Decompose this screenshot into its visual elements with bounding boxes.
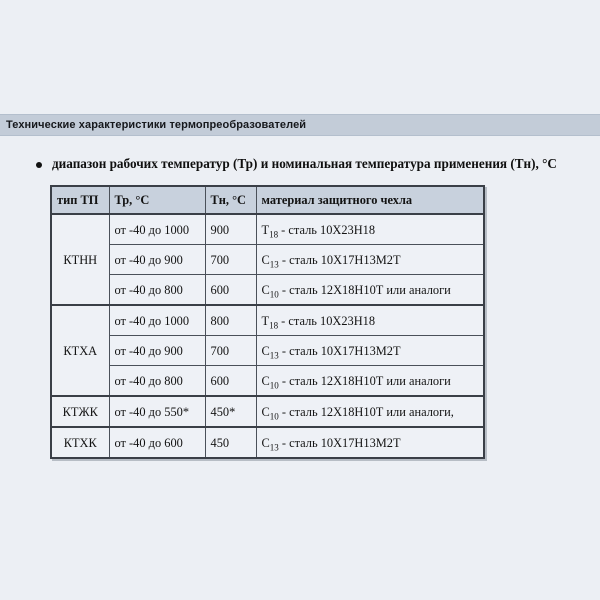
material-symbol: С <box>261 404 270 419</box>
material-text: - сталь 10Х17Н13М2Т <box>278 435 401 450</box>
bullet-list-item <box>0 156 600 172</box>
cell-operating-range: от -40 до 600 <box>109 427 205 458</box>
material-text: - сталь 12Х18Н10Т или аналоги <box>278 373 451 388</box>
material-subscript: 10 <box>269 410 279 421</box>
material-symbol: С <box>261 252 270 267</box>
table-row <box>51 245 484 275</box>
material-text: - сталь 10Х17Н13М2Т <box>278 252 401 267</box>
cell-type: КТХК <box>51 427 109 458</box>
table-body <box>51 214 484 458</box>
cell-nominal-temp: 800 <box>205 305 256 336</box>
material-subscript: 13 <box>269 441 279 452</box>
cell-nominal-temp: 700 <box>205 336 256 366</box>
material-subscript: 10 <box>269 379 279 390</box>
table-header <box>51 186 484 214</box>
cell-sheath-material <box>256 366 484 397</box>
table-row <box>51 366 484 397</box>
material-text: - сталь 12Х18Н10Т или аналоги, <box>278 404 454 419</box>
material-subscript: 13 <box>269 258 279 269</box>
material-symbol: С <box>261 435 270 450</box>
cell-nominal-temp: 600 <box>205 366 256 397</box>
cell-operating-range: от -40 до 550* <box>109 396 205 427</box>
cell-sheath-material <box>256 336 484 366</box>
spec-table <box>50 185 485 459</box>
material-symbol: С <box>261 343 270 358</box>
cell-operating-range: от -40 до 900 <box>109 245 205 275</box>
bullet-dot-icon <box>36 162 42 168</box>
cell-nominal-temp: 600 <box>205 275 256 306</box>
table-row <box>51 427 484 458</box>
material-symbol: Т <box>261 313 270 328</box>
column-header-type: тип ТП <box>51 186 109 214</box>
top-spacer <box>0 0 600 114</box>
material-subscript: 18 <box>269 319 279 330</box>
cell-sheath-material <box>256 427 484 458</box>
cell-sheath-material <box>256 275 484 306</box>
material-text: - сталь 12Х18Н10Т или аналоги <box>278 282 451 297</box>
cell-operating-range: от -40 до 800 <box>109 275 205 306</box>
cell-operating-range: от -40 до 900 <box>109 336 205 366</box>
table-row <box>51 396 484 427</box>
material-symbol: С <box>261 282 270 297</box>
material-subscript: 13 <box>269 349 279 360</box>
cell-type: КТЖК <box>51 396 109 427</box>
cell-operating-range: от -40 до 1000 <box>109 305 205 336</box>
column-header-tp: Тр, °С <box>109 186 205 214</box>
material-symbol: С <box>261 373 270 388</box>
cell-sheath-material <box>256 245 484 275</box>
bullet-item-label: диапазон рабочих температур (Тр) и номинальная температура применения (Тн), °С <box>52 156 557 171</box>
material-subscript: 18 <box>269 228 279 239</box>
cell-sheath-material <box>256 305 484 336</box>
table-row <box>51 305 484 336</box>
table-row <box>51 214 484 245</box>
cell-operating-range: от -40 до 800 <box>109 366 205 397</box>
spec-table-container <box>0 185 600 459</box>
cell-type: КТНН <box>51 214 109 305</box>
table-header-row <box>51 186 484 214</box>
cell-nominal-temp: 900 <box>205 214 256 245</box>
table-row <box>51 275 484 306</box>
table-row <box>51 336 484 366</box>
cell-nominal-temp: 450 <box>205 427 256 458</box>
column-header-tn: Тн, °С <box>205 186 256 214</box>
cell-nominal-temp: 700 <box>205 245 256 275</box>
material-text: - сталь 10Х23Н18 <box>278 222 376 237</box>
cell-type: КТХА <box>51 305 109 396</box>
cell-nominal-temp: 450* <box>205 396 256 427</box>
cell-sheath-material <box>256 214 484 245</box>
cell-sheath-material <box>256 396 484 427</box>
material-subscript: 10 <box>269 288 279 299</box>
section-title-bar <box>0 114 600 136</box>
material-symbol: Т <box>261 222 270 237</box>
column-header-material: материал защитного чехла <box>256 186 484 214</box>
material-text: - сталь 10Х17Н13М2Т <box>278 343 401 358</box>
material-text: - сталь 10Х23Н18 <box>278 313 376 328</box>
cell-operating-range: от -40 до 1000 <box>109 214 205 245</box>
page-title: Технические характеристики термопреобразователей <box>6 119 307 131</box>
